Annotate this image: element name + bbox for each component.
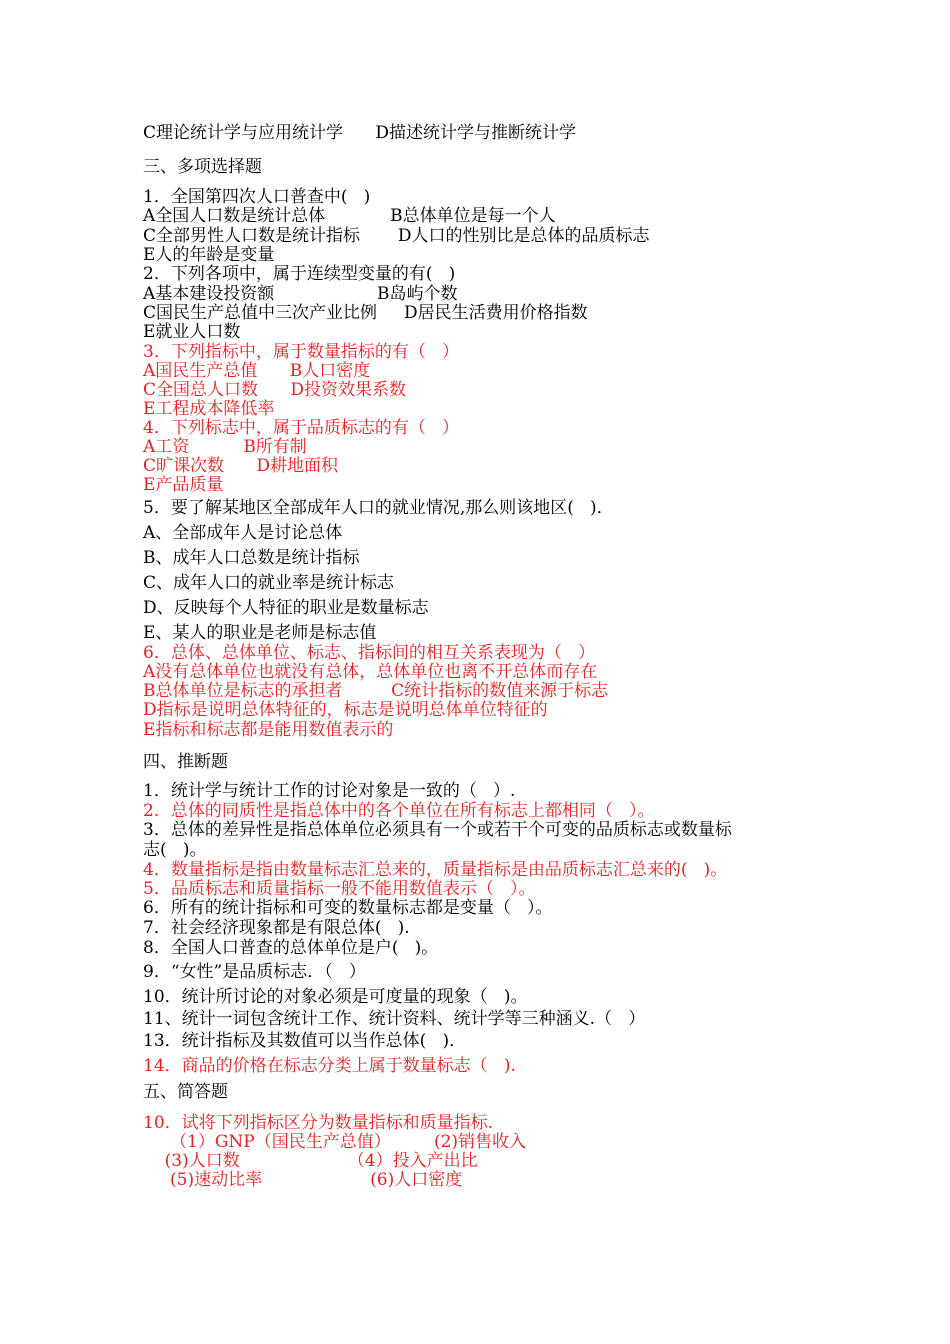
text-line: (3)人口数 （4）投入产出比 [143,1151,478,1171]
text-line: C国民生产总值中三次产业比例 D居民生活费用价格指数 [143,303,588,323]
text-line: 6．所有的统计指标和可变的数量标志都是变量（ ）。 [143,898,553,918]
text-line: 5．要了解某地区全部成年人口的就业情况,那么则该地区( )． [143,498,614,518]
text-line: 14．商品的价格在标志分类上属于数量标志（ ). [143,1056,516,1076]
text-line: C全国总人口数 D投资效果系数 [143,380,407,400]
text-line: B总体单位是标志的承担者 C统计指标的数值来源于标志 [143,681,609,701]
text-line: C理论统计学与应用统计学 D描述统计学与推断统计学 [143,123,577,143]
text-line: 11、统计一词包含统计工作、统计资料、统计学等三种涵义.（ ） [143,1009,646,1029]
text-line: A没有总体单位也就没有总体，总体单位也离不开总体而存在 [143,662,598,682]
text-line: A国民生产总值 B人口密度 [143,361,371,381]
text-line: 志( )。 [143,840,207,860]
text-line: C全部男性人口数是统计指标 D人口的性别比是总体的品质标志 [143,226,650,246]
text-line: A、全部成年人是讨论总体 [143,523,343,543]
text-line: E人的年龄是变量 [143,245,275,265]
text-line: A基本建设投资额 B岛屿个数 [143,284,458,304]
text-line: 五、简答题 [143,1082,228,1102]
text-line: A工资 B所有制 [143,437,307,457]
text-line: B、成年人口总数是统计指标 [143,548,360,568]
text-line: 3．总体的差异性是指总体单位必须具有一个或若干个可变的品质标志或数量标 [143,820,732,840]
text-line: D指标是说明总体特征的，标志是说明总体单位特征的 [143,700,548,720]
text-line: 3．下列指标中，属于数量指标的有（ ） [143,342,460,362]
text-line: 1．统计学与统计工作的讨论对象是一致的（ ）. [143,781,516,801]
text-line: 9．“女性”是品质标志．（ ） [143,962,366,982]
text-line: E指标和标志都是能用数值表示的 [143,720,394,740]
text-line: 7．社会经济现象都是有限总体( ). [143,918,410,938]
text-line: D、反映每个人特征的职业是数量标志 [143,598,429,618]
text-line: 8．全国人口普查的总体单位是户( )。 [143,938,439,958]
text-line: 6．总体、总体单位、标志、指标间的相互关系表现为（ ） [143,643,596,663]
text-line: E工程成本降低率 [143,399,275,419]
text-line: 5．品质标志和质量指标一般不能用数值表示（ ）。 [143,879,536,899]
text-line: 10．试将下列指标区分为数量指标和质量指标. [143,1113,494,1133]
text-line: 13．统计指标及其数值可以当作总体( )． [143,1031,467,1051]
text-line: （1）GNP（国民生产总值） (2)销售收入 [143,1132,527,1152]
text-line: 4．数量指标是指由数量标志汇总来的，质量指标是由品质标志汇总来的( )。 [143,860,728,880]
text-line: A全国人口数是统计总体 B总体单位是每一个人 [143,206,556,226]
text-line: 1．全国第四次人口普查中( ) [143,187,371,207]
text-line: 三、多项选择题 [143,157,262,177]
text-line: (5)速动比率 (6)人口密度 [143,1170,463,1190]
text-line: E、某人的职业是老师是标志值 [143,623,377,643]
text-line: E产品质量 [143,475,224,495]
text-line: 四、推断题 [143,752,228,772]
text-line: 2．总体的同质性是指总体中的各个单位在所有标志上都相同（ ）。 [143,801,655,821]
text-line: 10．统计所讨论的对象必须是可度量的现象（ )。 [143,987,528,1007]
text-line: C旷课次数 D耕地面积 [143,456,339,476]
text-line: 2．下列各项中，属于连续型变量的有( ) [143,264,456,284]
text-line: C、成年人口的就业率是统计标志 [143,573,395,593]
text-line: E就业人口数 [143,322,241,342]
text-line: 4．下列标志中，属于品质标志的有（ ） [143,418,460,438]
